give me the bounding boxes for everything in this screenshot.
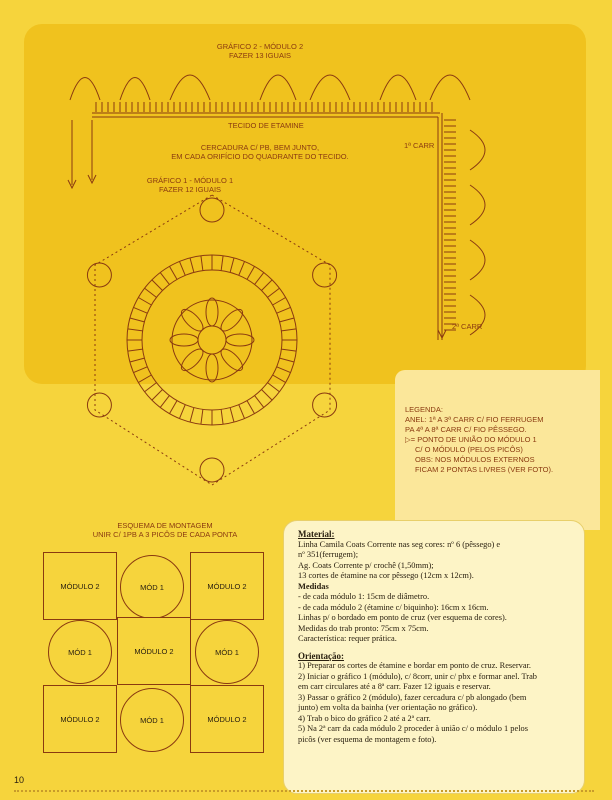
assembly-module1: MÓD 1 bbox=[195, 620, 259, 684]
legend-line6: FICAM 2 PONTAS LIVRES (VER FOTO). bbox=[415, 465, 554, 474]
triangle-icon: ▷ bbox=[405, 435, 411, 444]
orientation-line4: 3) Passar o gráfico 2 (módulo), fazer cercadura c/ pb alongado (bem bbox=[298, 692, 527, 702]
measures-line3: Linhas p/ o bordado em ponto de cruz (ver esquema de cores). bbox=[298, 613, 507, 622]
legend bbox=[405, 405, 553, 475]
measures-line4: Medidas do trab pronto: 75cm x 75cm. bbox=[298, 623, 429, 633]
row1-label: 1ª CARR bbox=[404, 141, 435, 150]
orientation-line1: 1) Preparar os cortes de étamine e bordar em ponto de cruz. Reservar. bbox=[298, 661, 532, 670]
assembly-title-line2: UNIR C/ 1PB A 3 PICÔS DE CADA PONTA bbox=[92, 530, 238, 539]
legend-line1: ANEL: 1ª A 3ª CARR C/ FIO FERRUGEM bbox=[405, 415, 544, 424]
assembly-module2: MÓDULO 2 bbox=[43, 552, 117, 620]
orientation-line2: 2) Iniciar o gráfico 1 (módulo), c/ 8corr, unir c/ pbx e formar anel. Trab bbox=[298, 671, 537, 681]
legend-line2: PA 4ª A 8ª CARR C/ FIO PÊSSEGO. bbox=[405, 425, 527, 434]
graphic2-title-line2: FAZER 13 IGUAIS bbox=[228, 51, 292, 60]
material-line3: Ag. Coats Corrente p/ crochê (1,50mm); bbox=[298, 560, 434, 570]
material-line1: Linha Camila Coats Corrente nas seg cores: nº 6 (pêssego) e bbox=[298, 539, 501, 549]
orientation-line7: 5) Na 2ª carr da cada módulo 2 proceder à união c/ o módulo 1 pelos bbox=[298, 724, 528, 733]
assembly-module1: MÓD 1 bbox=[120, 555, 184, 619]
legend-line4: C/ O MÓDULO (PELOS PICÔS) bbox=[415, 445, 523, 454]
measures-line5: Característica: requer prática. bbox=[298, 634, 397, 643]
legend-line5: OBS: NOS MÓDULOS EXTERNOS bbox=[415, 455, 535, 464]
graphic2-title-line1: GRÁFICO 2 - MÓDULO 2 bbox=[216, 42, 304, 51]
page-number: 10 bbox=[14, 775, 25, 785]
orientation-line8: picôs (ver esquema de montagem e foto). bbox=[298, 734, 437, 744]
orientation-line6: 4) Trab o bico do gráfico 2 até a 2ª carr. bbox=[298, 713, 431, 723]
measures-line1: - de cada módulo 1: 15cm de diâmetro. bbox=[298, 592, 430, 601]
assembly-module2: MÓDULO 2 bbox=[43, 685, 117, 753]
assembly-module1: MÓD 1 bbox=[120, 688, 184, 752]
fabric-label: TECIDO DE ETAMINE bbox=[228, 121, 304, 130]
legend-line3: = PONTO DE UNIÃO DO MÓDULO 1 bbox=[410, 435, 537, 444]
assembly-module1: MÓD 1 bbox=[48, 620, 112, 684]
assembly-title-line1: ESQUEMA DE MONTAGEM bbox=[117, 521, 213, 530]
orientation-title: Orientação: bbox=[298, 650, 344, 661]
measures-line2: - de cada módulo 2 (étamine c/ biquinho): 16cm x 16cm. bbox=[298, 602, 489, 612]
assembly-title bbox=[70, 521, 260, 539]
material-line2: nº 351(ferrugem); bbox=[298, 550, 359, 559]
measures-title: Medidas bbox=[298, 581, 329, 591]
edging-line1: CERCADURA C/ PB, BEM JUNTO, bbox=[200, 143, 320, 152]
graphic1-title-line1: GRÁFICO 1 - MÓDULO 1 bbox=[146, 176, 234, 185]
edging-label bbox=[160, 143, 360, 161]
info-panel bbox=[283, 520, 585, 794]
graphic1-title-line2: FAZER 12 IGUAIS bbox=[158, 185, 222, 194]
edging-line2: EM CADA ORIFÍCIO DO QUADRANTE DO TECIDO. bbox=[171, 152, 349, 161]
graphic1-title bbox=[140, 176, 240, 194]
dotted-border bbox=[14, 790, 594, 794]
row2-label: 2ª CARR bbox=[452, 322, 483, 331]
material-title: Material: bbox=[298, 529, 335, 539]
legend-title: LEGENDA: bbox=[405, 405, 443, 414]
graphic2-title bbox=[200, 42, 320, 60]
orientation-line5: junto) em volta da bainha (ver orientação no gráfico). bbox=[298, 703, 478, 712]
assembly-module2: MÓDULO 2 bbox=[190, 552, 264, 620]
assembly-module2: MÓDULO 2 bbox=[190, 685, 264, 753]
orientation-line3: em carr circulares até a 8ª carr. Fazer 12 iguais e reservar. bbox=[298, 682, 491, 691]
assembly-module2: MÓDULO 2 bbox=[117, 617, 191, 685]
material-line4: 13 cortes de étamine na cor pêssego (12cm x 12cm). bbox=[298, 571, 474, 580]
